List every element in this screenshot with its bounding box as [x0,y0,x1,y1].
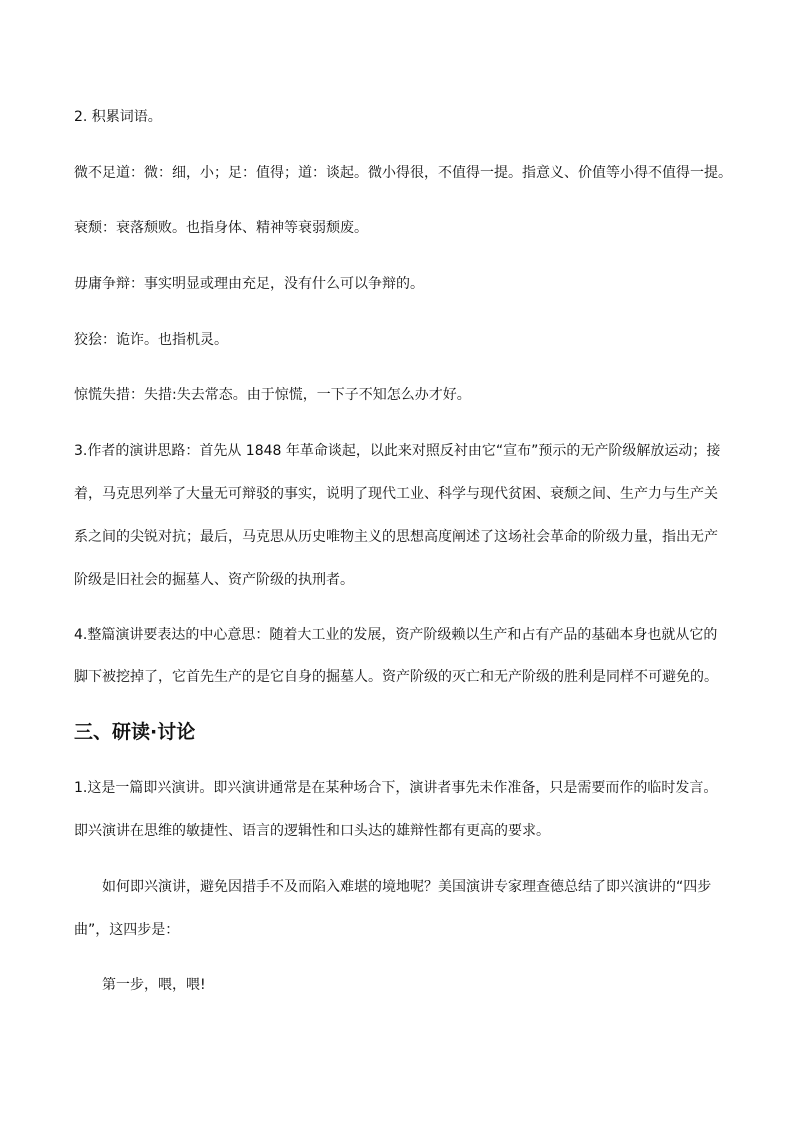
item-2-title: 2. 积累词语。 [74,109,162,125]
term-weibuzudao: 微不足道：微：细，小；足：值得；道：谈起。微小得很，不值得一提。指意义、价值等小得不值得一提。 [74,165,732,181]
paragraph-line-1: 如何即兴演讲，避免因措手不及而陷入难堪的境地呢？美国演讲专家理查德总结了即兴演讲的“四步 [102,879,712,895]
paragraph-line-2: 曲”，这四步是： [74,922,180,938]
item-3-line-4: 阶级是旧社会的掘墓人、资产阶级的执刑者。 [74,572,354,588]
item-4-line-1: 4.整篇演讲要表达的中心意思：随着大工业的发展，资产阶级赖以生产和占有产品的基础本身也就从它的 [74,627,718,643]
section-3-heading: 三、研读·讨论 [74,721,196,743]
item-3-line-1: 3.作者的演讲思路：首先从 1848 年革命谈起，以此来对照反衬由它“宣布”预示的无产阶级解放运动；接 [74,443,721,459]
term-wuyongzhengbian: 毋庸争辩：事实明显或理由充足，没有什么可以争辩的。 [74,276,424,292]
section-3-item-1-line-2: 即兴演讲在思维的敏捷性、语言的逻辑性和口头达的雄辩性都有更高的要求。 [74,823,550,839]
item-3-line-2: 着，马克思列举了大量无可辩驳的事实，说明了现代工业、科学与现代贫困、衰颓之间、生产力与生产关 [74,486,718,502]
item-4-line-2: 脚下被挖掉了，它首先生产的是它自身的掘墓人。资产阶级的灭亡和无产阶级的胜利是同样不可避免的。 [74,669,718,685]
section-3-item-1-line-1: 1.这是一篇即兴演讲。即兴演讲通常是在某种场合下，演讲者事先未作准备，只是需要而作的临时发言。 [74,780,718,796]
step-1: 第一步，喂，喂! [102,977,206,993]
term-jiaokuai: 狡狯：诡诈。也指机灵。 [74,332,228,348]
item-3-line-3: 系之间的尖锐对抗；最后，马克思从历史唯物主义的思想高度阐述了这场社会革命的阶级力量，指出无产 [74,529,718,545]
term-shuaitui: 衰颓：衰落颓败。也指身体、精神等衰弱颓废。 [74,220,368,236]
term-jinghuangshicuo: 惊慌失措：失措:失去常态。由于惊慌，一下子不知怎么办才好。 [74,387,471,403]
